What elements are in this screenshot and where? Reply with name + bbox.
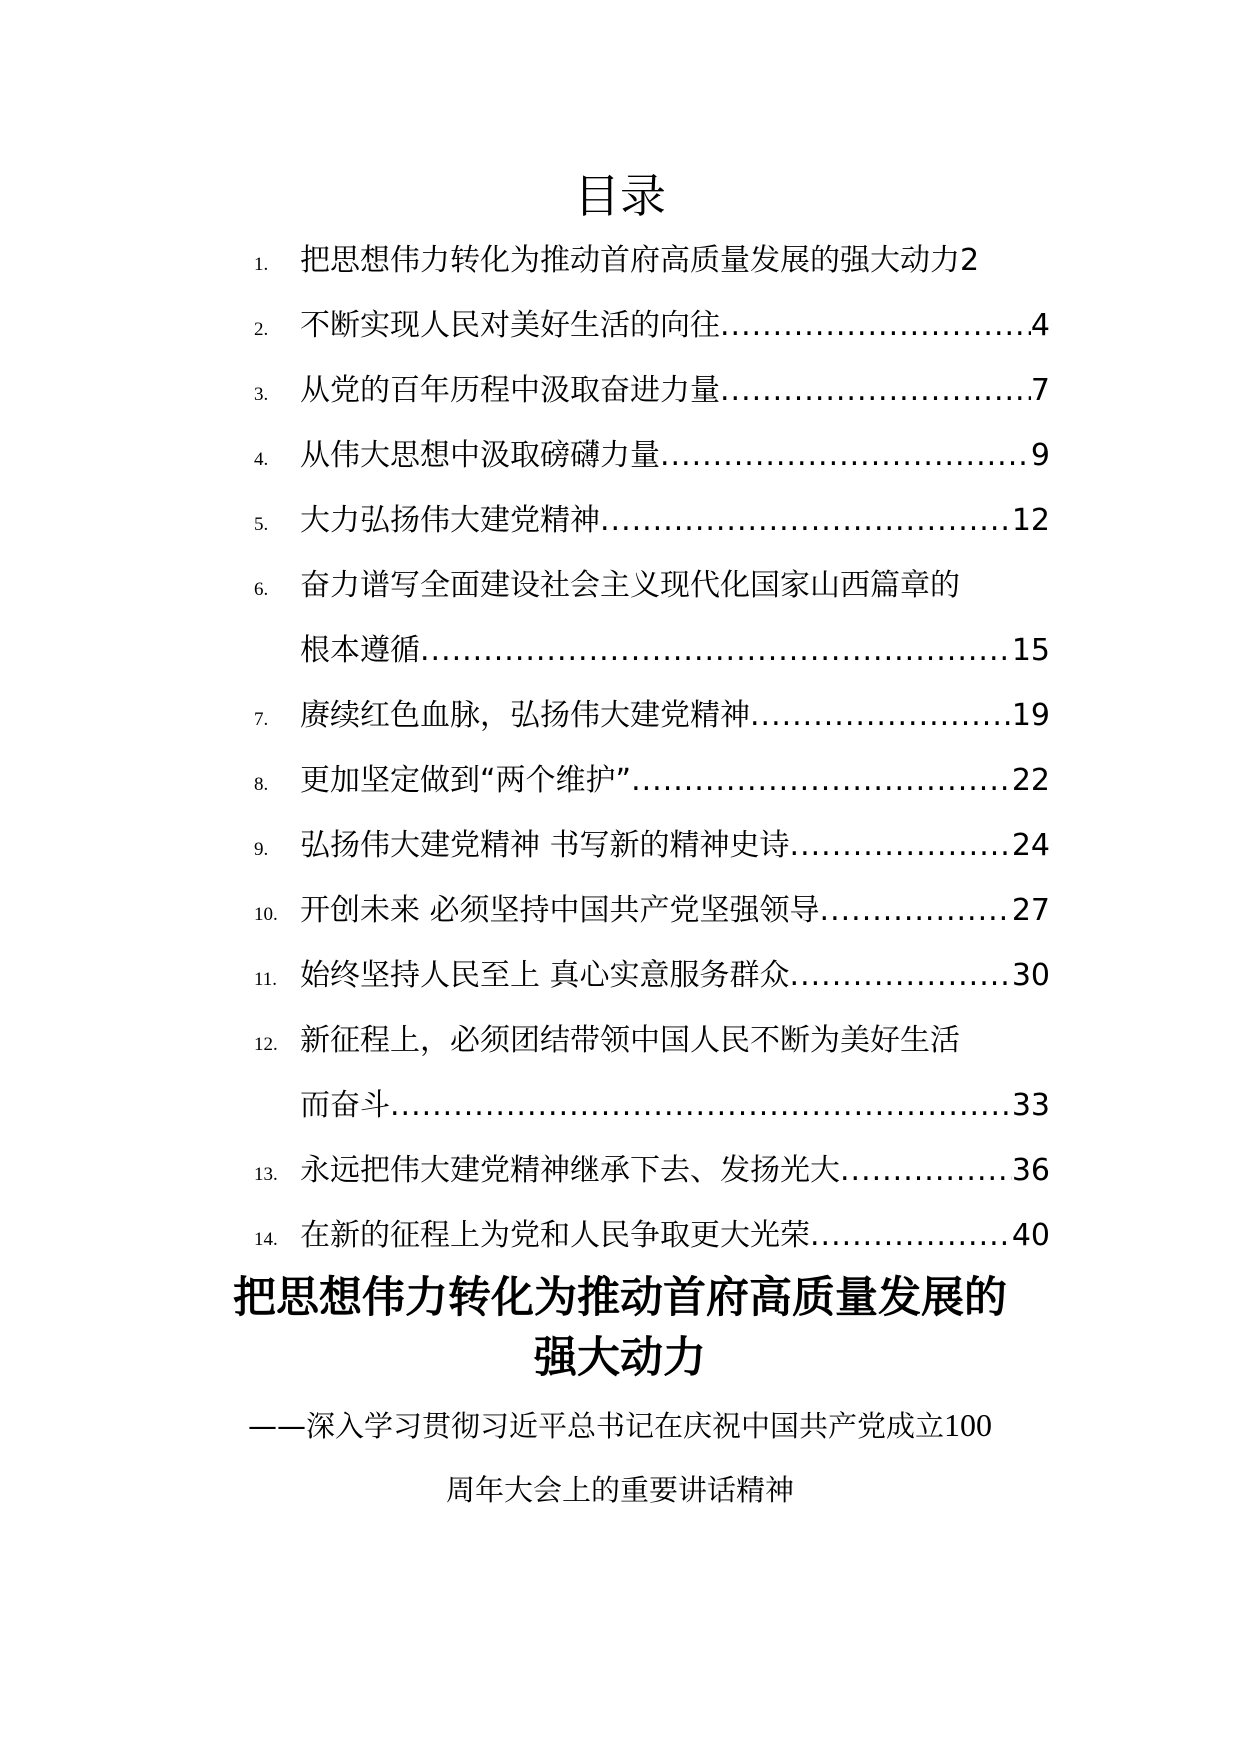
- toc-entry[interactable]: [0, 293, 1240, 358]
- toc-entry-number: 2.: [254, 319, 269, 340]
- toc-entry-continuation[interactable]: [0, 1073, 1240, 1138]
- toc-entry-page: 4: [1030, 308, 1050, 343]
- toc-entry-page: 33: [1011, 1088, 1050, 1123]
- toc-entry-leader: [790, 813, 1012, 878]
- toc-entry-title-line2: 根本遵循: [300, 633, 420, 668]
- toc-entry-number: 4.: [254, 449, 269, 470]
- toc-entry-text: [300, 1008, 1050, 1073]
- toc-entry-text: [300, 358, 1050, 423]
- toc-entry[interactable]: [0, 878, 1240, 943]
- article-title-line1: 把思想伟力转化为推动首府高质量发展的: [233, 1273, 1007, 1323]
- subtitle-line1-number: 100: [944, 1407, 992, 1443]
- toc-entry-title: 更加坚定做到“两个维护”: [300, 763, 632, 798]
- toc-entry-text: [300, 1203, 1050, 1268]
- toc-entry-text: [300, 423, 1050, 488]
- article-title: [150, 1268, 1090, 1388]
- toc-entry-text: [300, 553, 1050, 618]
- toc-entry-leader: [660, 423, 1031, 488]
- toc-entry-page: 9: [1030, 438, 1050, 473]
- toc-entry-text: [300, 228, 1050, 293]
- toc-entry-page: 12: [1011, 503, 1050, 538]
- toc-entry-title: 开创未来 必须坚持中国共产党坚强领导: [300, 893, 820, 928]
- toc-entry[interactable]: [0, 228, 1240, 293]
- toc-entry-leader: [840, 1138, 1012, 1203]
- toc-entry-leader: [600, 488, 1012, 553]
- toc-entry[interactable]: [0, 1203, 1240, 1268]
- toc-entry[interactable]: [0, 358, 1240, 423]
- subtitle-line1-prefix: ——深入学习贯彻习近平总书记在庆祝中国共产党成立: [247, 1409, 944, 1443]
- toc-entry-text: [300, 748, 1050, 813]
- toc-entry-title: 大力弘扬伟大建党精神: [300, 503, 600, 538]
- article-subtitle: [180, 1393, 1060, 1522]
- toc-entry-title: 从党的百年历程中汲取奋进力量: [300, 373, 720, 408]
- toc-entry-leader: [810, 1203, 1012, 1268]
- toc-entry-page: 24: [1011, 828, 1050, 863]
- toc-entry-text: [300, 1073, 1050, 1138]
- toc-entry-leader: [720, 358, 1031, 423]
- toc-entry-number: 13.: [254, 1164, 278, 1185]
- toc-entry-text: [300, 618, 1050, 683]
- toc-entry-title: 不断实现人民对美好生活的向往: [300, 308, 720, 343]
- toc-entry-title: 从伟大思想中汲取磅礴力量: [300, 438, 660, 473]
- toc-entry-leader: [420, 618, 1012, 683]
- toc-entry[interactable]: [0, 1138, 1240, 1203]
- toc-entry[interactable]: [0, 553, 1240, 618]
- toc-entry-number: 6.: [254, 579, 269, 600]
- toc-entry-title: 弘扬伟大建党精神 书写新的精神史诗: [300, 828, 790, 863]
- toc-entry-page: 22: [1011, 763, 1050, 798]
- toc-entry-title: 奋力谱写全面建设社会主义现代化国家山西篇章的: [300, 568, 960, 603]
- toc-entry-title-line2: 而奋斗: [300, 1088, 390, 1123]
- toc-entry[interactable]: [0, 423, 1240, 488]
- subtitle-line2: 周年大会上的重要讲话精神: [445, 1473, 794, 1507]
- toc-entry[interactable]: [0, 683, 1240, 748]
- toc-entry-number: 7.: [254, 709, 269, 730]
- toc-entry-number: 9.: [254, 839, 269, 860]
- toc-entry-number: 14.: [254, 1229, 278, 1250]
- toc-entry-text: [300, 488, 1050, 553]
- toc-list: [0, 228, 1240, 1268]
- toc-entry-continuation[interactable]: [0, 618, 1240, 683]
- toc-entry-title: 在新的征程上为党和人民争取更大光荣: [300, 1218, 810, 1253]
- toc-entry-page: 7: [1030, 373, 1050, 408]
- toc-entry-page: 30: [1011, 958, 1050, 993]
- toc-entry-number: 3.: [254, 384, 269, 405]
- toc-entry-page: 2: [960, 243, 980, 278]
- toc-entry-leader: [790, 943, 1012, 1008]
- toc-entry-text: [300, 943, 1050, 1008]
- toc-entry[interactable]: [0, 813, 1240, 878]
- toc-entry[interactable]: [0, 488, 1240, 553]
- toc-entry-number: 10.: [254, 904, 278, 925]
- toc-entry[interactable]: [0, 1008, 1240, 1073]
- toc-entry-leader: [390, 1073, 1012, 1138]
- toc-entry-text: [300, 1138, 1050, 1203]
- toc-entry-title: 赓续红色血脉，弘扬伟大建党精神: [300, 698, 750, 733]
- toc-entry-number: 5.: [254, 514, 269, 535]
- toc-entry-page: 15: [1011, 633, 1050, 668]
- toc-entry-title: 把思想伟力转化为推动首府高质量发展的强大动力: [300, 243, 960, 278]
- article-title-line2: 强大动力: [534, 1333, 706, 1383]
- toc-entry[interactable]: [0, 748, 1240, 813]
- toc-title: 目录: [574, 169, 666, 223]
- toc-entry-number: 8.: [254, 774, 269, 795]
- toc-entry-leader: [820, 878, 1012, 943]
- toc-entry-leader: [631, 748, 1012, 813]
- toc-entry-text: [300, 293, 1050, 358]
- toc-entry-number: 12.: [254, 1034, 278, 1055]
- toc-entry-page: 27: [1011, 893, 1050, 928]
- toc-entry[interactable]: [0, 943, 1240, 1008]
- toc-entry-text: [300, 683, 1050, 748]
- toc-entry-leader: [750, 683, 1012, 748]
- toc-entry-title: 新征程上，必须团结带领中国人民不断为美好生活: [300, 1023, 960, 1058]
- toc-entry-title: 始终坚持人民至上 真心实意服务群众: [300, 958, 790, 993]
- toc-entry-page: 19: [1011, 698, 1050, 733]
- toc-entry-number: 1.: [254, 254, 269, 275]
- toc-entry-title: 永远把伟大建党精神继承下去、发扬光大: [300, 1153, 840, 1188]
- toc-entry-number: 11.: [254, 969, 278, 990]
- toc-entry-page: 36: [1011, 1153, 1050, 1188]
- toc-entry-page: 40: [1011, 1218, 1050, 1253]
- toc-entry-text: [300, 878, 1050, 943]
- toc-entry-leader: [720, 293, 1031, 358]
- toc-entry-text: [300, 813, 1050, 878]
